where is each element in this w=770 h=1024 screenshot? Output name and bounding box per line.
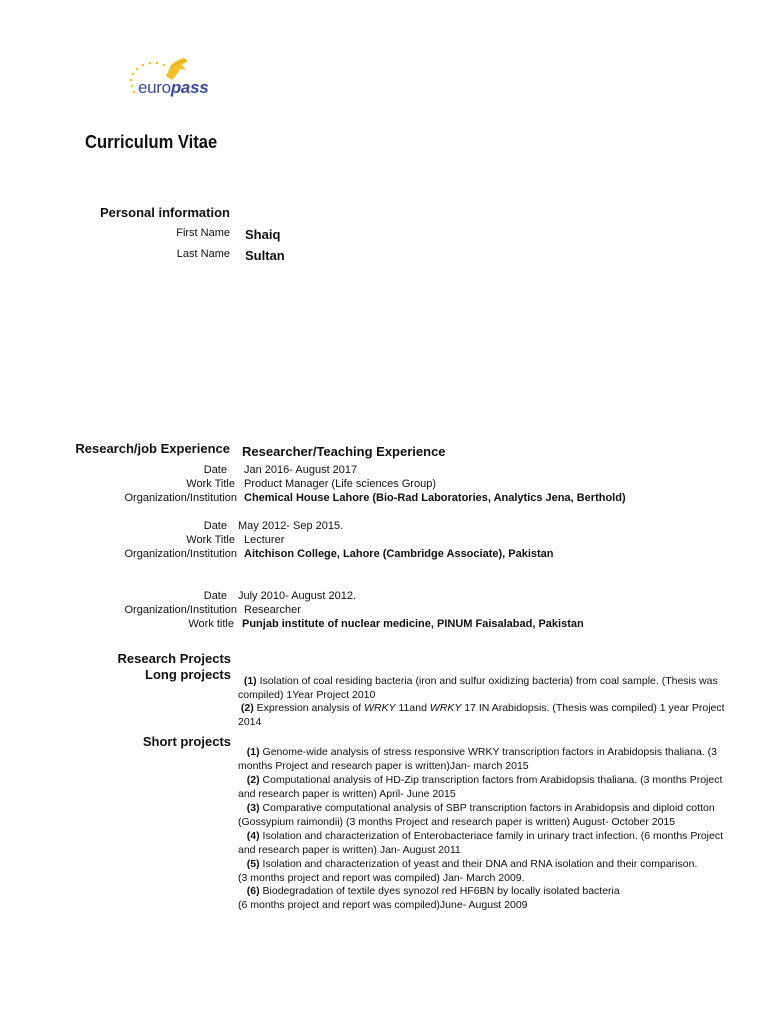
job1-date: Jan 2016- August 2017	[244, 464, 358, 476]
first-name-label: First Name	[176, 227, 230, 239]
long-projects-heading: Long projects	[145, 667, 231, 682]
page-title: Curriculum Vitae	[85, 132, 218, 152]
job1-org: Chemical House Lahore (Bio-Rad Laboratories, Analytics Jena, Berthold)	[244, 492, 626, 504]
short-project-3: (3) Comparative computational analysis of SBP transcription factors in Arabidopsis and diploid cotton (Gossypium raimondii) (3 months Project and research paper is written) August- October 2015	[238, 802, 715, 828]
job2-org-label: Organization/Institution	[124, 548, 237, 560]
last-name-label: Last Name	[176, 248, 230, 260]
long-project-1: (1) Isolation of coal residing bacteria (iron and sulfur oxidizing bacteria) from coal sample. (Thesis was compiled) 1Year Project 2010	[238, 675, 718, 701]
job3-org-label: Organization/Institution	[124, 604, 237, 616]
research-projects-heading: Research Projects	[117, 651, 231, 666]
job1-date-label: Date	[203, 464, 227, 476]
short-project-2: (2) Computational analysis of HD-Zip transcription factors from Arabidopsis thaliana. (3 months Project and research paper is written) April- June 2015	[238, 774, 723, 800]
long-project-2: (2) Expression analysis of WRKY 11and WRKY 17 IN Arabidopsis. (Thesis was compiled) 1 year Project 2014	[238, 702, 725, 728]
last-name-value: Sultan	[245, 248, 285, 263]
job2-date: May 2012- Sep 2015.	[238, 520, 344, 532]
job3-date-label: Date	[203, 590, 227, 602]
job3-title-label: Work title	[188, 618, 234, 630]
europass-wordmark: europass	[138, 78, 209, 97]
job3-org: Researcher	[244, 604, 301, 616]
job2-date-label: Date	[203, 520, 227, 532]
first-name-value: Shaiq	[245, 227, 281, 242]
personal-info-heading: Personal information	[99, 205, 230, 220]
short-projects-heading: Short projects	[142, 734, 231, 749]
short-project-4: (4) Isolation and characterization of Enterobacteriace family in urinary tract infection. (6 months Project and research paper is written) Jan- August 2011	[238, 830, 723, 856]
job1-title: Product Manager (Life sciences Group)	[244, 478, 436, 490]
job2-org: Aitchison College, Lahore (Cambridge Associate), Pakistan	[244, 548, 554, 560]
job1-title-label: Work Title	[186, 478, 235, 490]
europass-logo	[126, 56, 226, 104]
short-project-5: (5) Isolation and characterization of yeast and their DNA and RNA isolation and their comparison. (3 months project and report was compiled) Jan- March 2009.	[238, 858, 698, 884]
job2-title-label: Work Title	[186, 534, 235, 546]
job2-title: Lecturer	[244, 534, 285, 546]
job3-title: Punjab institute of nuclear medicine, PINUM Faisalabad, Pakistan	[242, 618, 584, 630]
job1-org-label: Organization/Institution	[124, 492, 237, 504]
short-project-6: (6) Biodegradation of textile dyes synozol red HF6BN by locally isolated bacteria (6 months project and report was compiled)June- August 2009	[238, 885, 620, 911]
experience-subheading: Researcher/Teaching Experience	[242, 444, 446, 459]
experience-heading: Research/job Experience	[75, 441, 230, 456]
short-project-1: (1) Genome-wide analysis of stress responsive WRKY transcription factors in Arabidopsis thaliana. (3 months Project and research paper is written)Jan- march 2015	[238, 746, 717, 772]
job3-date: July 2010- August 2012.	[238, 590, 357, 602]
